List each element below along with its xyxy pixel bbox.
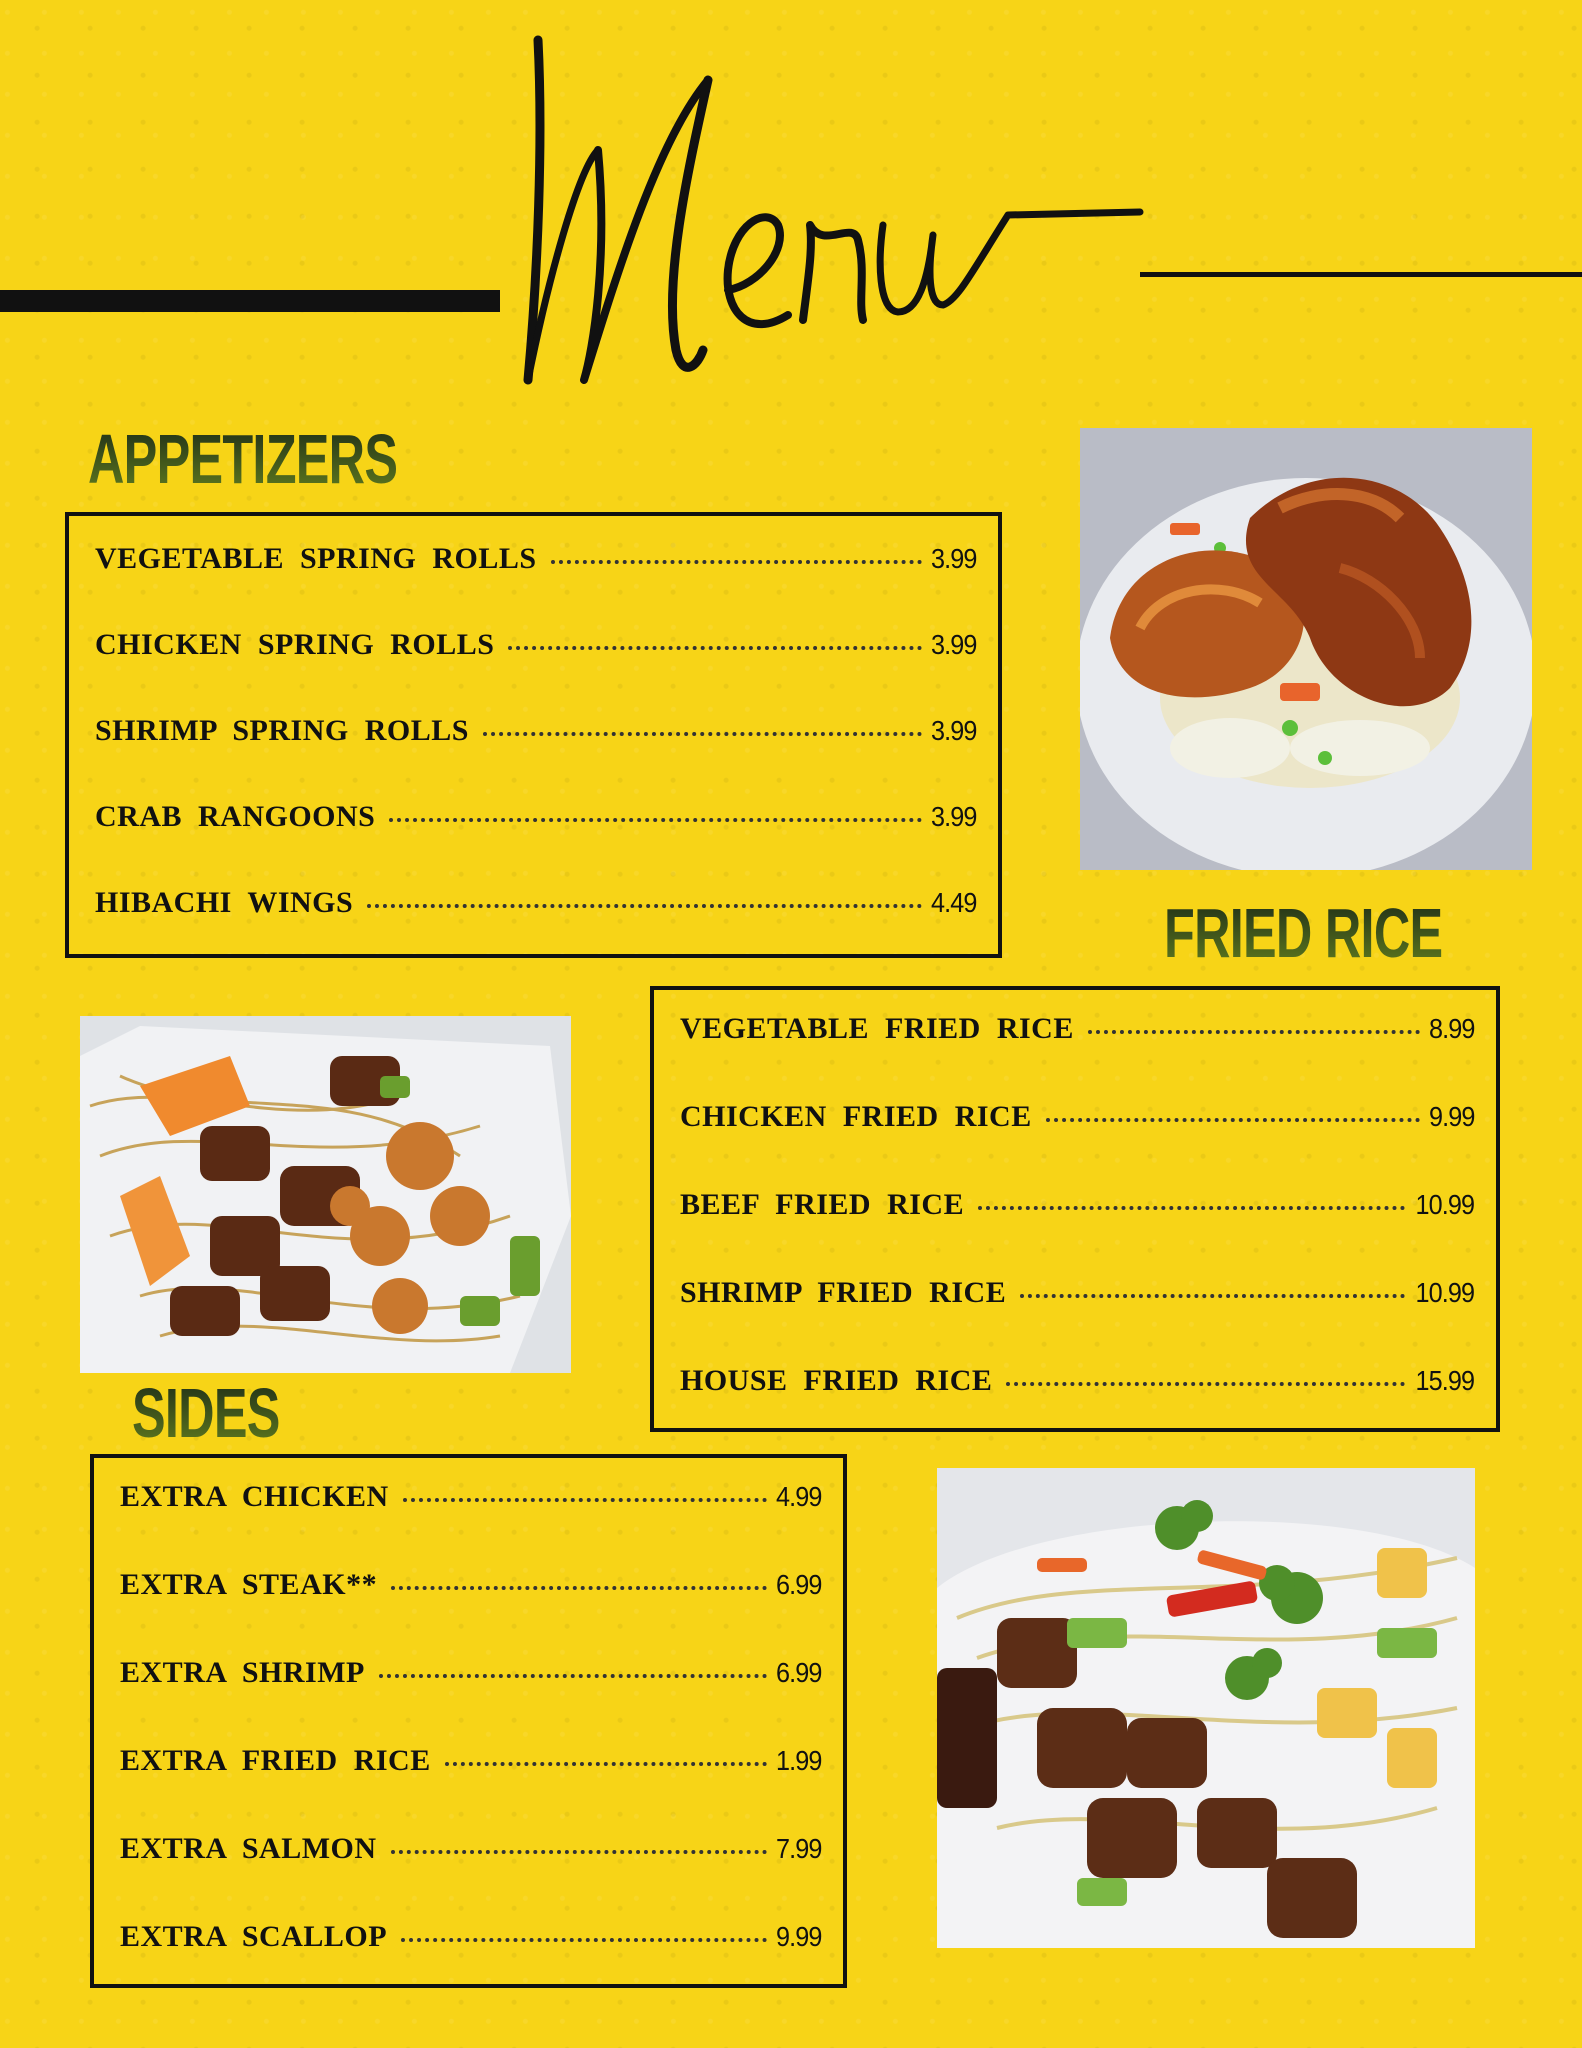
dot-leader: [1006, 1382, 1405, 1386]
dot-leader: [403, 1498, 767, 1502]
dot-leader: [367, 904, 921, 908]
menu-item: [95, 886, 976, 926]
item-name: EXTRA STEAK**: [120, 1568, 378, 1601]
menu-item: [120, 1744, 821, 1784]
item-name: HOUSE FRIED RICE: [680, 1364, 993, 1397]
dot-leader: [508, 646, 921, 650]
fried-rice-heading: FRIED RICE: [1164, 894, 1443, 972]
menu-item: [95, 628, 976, 668]
item-name: EXTRA SALMON: [120, 1832, 377, 1865]
item-name: BEEF FRIED RICE: [680, 1188, 965, 1221]
dot-leader: [401, 1938, 766, 1942]
menu-item: [95, 714, 976, 754]
dot-leader: [391, 1586, 766, 1590]
item-price: 6.99: [775, 1569, 821, 1600]
appetizers-heading: APPETIZERS: [88, 420, 398, 498]
sides-box: [90, 1454, 847, 1988]
item-price: 6.99: [775, 1657, 821, 1688]
dot-leader: [389, 818, 921, 822]
menu-item: [680, 1012, 1474, 1052]
item-name: EXTRA SCALLOP: [120, 1920, 388, 1953]
dot-leader: [445, 1762, 767, 1766]
item-name: VEGETABLE FRIED RICE: [680, 1012, 1074, 1045]
menu-item: [95, 800, 976, 840]
item-price: 4.99: [775, 1481, 821, 1512]
appetizers-box: [65, 512, 1002, 958]
menu-item: [680, 1188, 1474, 1228]
item-name: VEGETABLE SPRING ROLLS: [95, 542, 537, 575]
item-price: 9.99: [775, 1921, 821, 1952]
item-name: EXTRA FRIED RICE: [120, 1744, 431, 1777]
item-name: HIBACHI WINGS: [95, 886, 354, 919]
item-price: 15.99: [1415, 1365, 1474, 1396]
steak-vegetables-photo: [937, 1468, 1475, 1948]
menu-item: [120, 1920, 821, 1960]
title-rule-left: [0, 290, 500, 312]
dot-leader: [1088, 1030, 1420, 1034]
item-price: 9.99: [1428, 1101, 1474, 1132]
title-rule-right: [1140, 272, 1582, 277]
item-name: CHICKEN FRIED RICE: [680, 1100, 1032, 1133]
menu-item: [680, 1364, 1474, 1404]
menu-item: [680, 1100, 1474, 1140]
item-price: 3.99: [930, 801, 976, 832]
item-price: 10.99: [1415, 1189, 1474, 1220]
dot-leader: [551, 560, 922, 564]
item-name: EXTRA SHRIMP: [120, 1656, 365, 1689]
item-price: 3.99: [930, 629, 976, 660]
fried-rice-box: [650, 986, 1500, 1432]
menu-item: [120, 1480, 821, 1520]
sides-heading: SIDES: [132, 1374, 280, 1452]
menu-title: [488, 20, 1148, 490]
menu-item: [120, 1568, 821, 1608]
item-name: SHRIMP SPRING ROLLS: [95, 714, 469, 747]
menu-item: [95, 542, 976, 582]
item-name: SHRIMP FRIED RICE: [680, 1276, 1007, 1309]
dot-leader: [1020, 1294, 1405, 1298]
item-price: 3.99: [930, 543, 976, 574]
dot-leader: [978, 1206, 1405, 1210]
item-price: 7.99: [775, 1833, 821, 1864]
dot-leader: [391, 1850, 767, 1854]
item-name: EXTRA CHICKEN: [120, 1480, 389, 1513]
item-price: 4.49: [930, 887, 976, 918]
item-name: CRAB RANGOONS: [95, 800, 376, 833]
dot-leader: [379, 1674, 767, 1678]
item-price: 3.99: [930, 715, 976, 746]
noodles-photo: [80, 1016, 571, 1373]
menu-item: [680, 1276, 1474, 1316]
item-price: 10.99: [1415, 1277, 1474, 1308]
dot-leader: [1046, 1118, 1420, 1122]
dot-leader: [483, 732, 922, 736]
wings-photo: [1080, 428, 1532, 870]
menu-item: [120, 1656, 821, 1696]
item-price: 8.99: [1428, 1013, 1474, 1044]
item-price: 1.99: [775, 1745, 821, 1776]
item-name: CHICKEN SPRING ROLLS: [95, 628, 495, 661]
menu-item: [120, 1832, 821, 1872]
